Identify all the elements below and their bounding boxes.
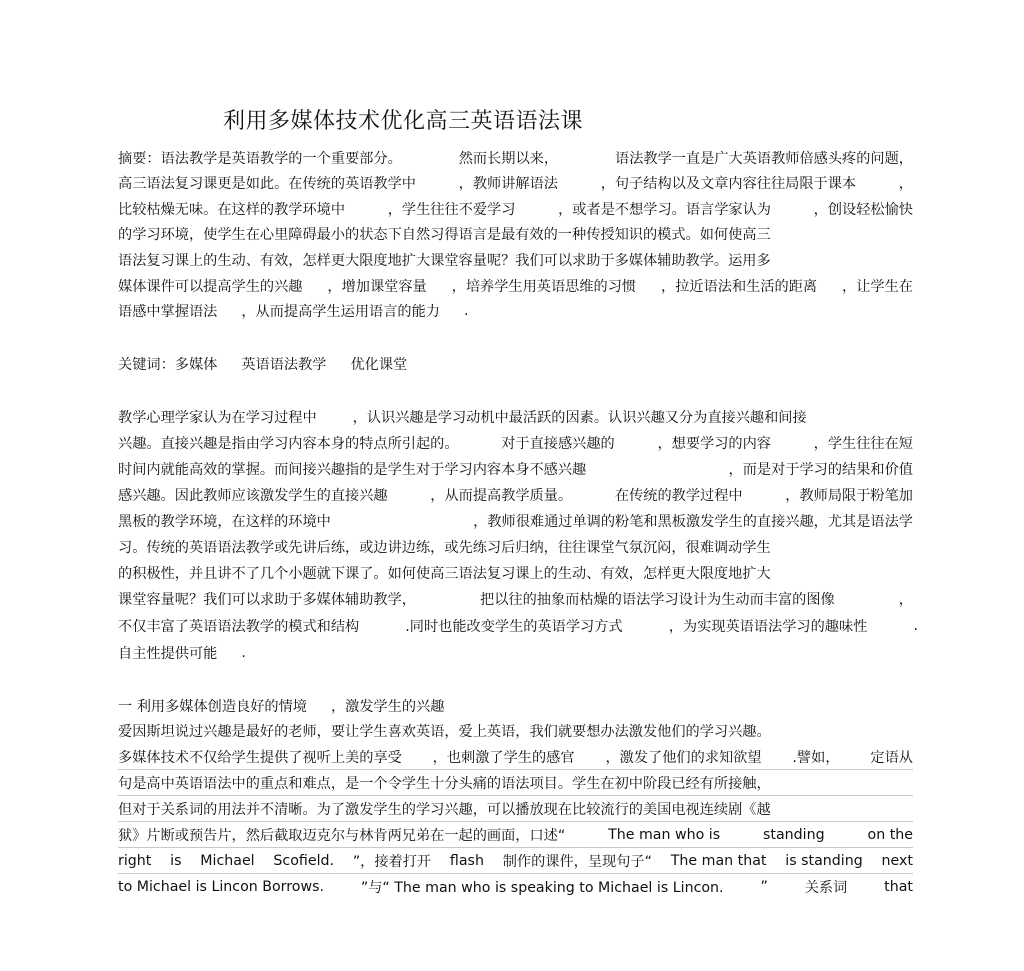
text-segment: Scofield. [273, 853, 335, 869]
text-line [118, 535, 913, 559]
text-line [118, 431, 913, 455]
text-segment: on the [867, 827, 913, 843]
text-line [118, 197, 913, 221]
text-segment: 把以往的抽象而枯燥的语法学习设计为生动而丰富的图像 [480, 592, 835, 608]
text-segment: ”，接着打开 [352, 854, 432, 870]
text-segment: ，创设轻松愉快 [813, 202, 913, 218]
text-segment: 但对于关系词的用法并不清晰。为了激发学生的学习兴趣，可以播放现在比较流行的美国电视连续剧《越 [118, 802, 771, 818]
text-line [118, 849, 913, 874]
text-segment: 时间内就能高效的掌握。而间接兴趣指的是学生对于学习内容本身不感兴趣 [118, 462, 587, 478]
text-segment: ” [760, 879, 768, 895]
text-segment: 兴趣。直接兴趣是指由学习内容本身的特点所引起的。 [118, 436, 459, 452]
text-line [118, 146, 913, 170]
text-segment: that [884, 879, 913, 895]
text-segment: 语法教学一直是广大英语教师倍感头疼的问题， [615, 151, 913, 167]
text-segment: 一 利用多媒体创造良好的情境 [118, 699, 307, 715]
text-segment: . [913, 618, 918, 634]
text-segment: 习。传统的英语语法教学或先讲后练，或边讲边练，或先练习后归纳，往往课堂气氛沉闷，很难调动学生 [118, 540, 771, 556]
text-line [118, 587, 913, 611]
text-segment: 的积极性，并且讲不了几个小题就下课了。如何使高三语法复习课上的生动、有效，怎样更大限度地扩大 [118, 566, 771, 582]
text-segment: 语感中掌握语法 [118, 304, 218, 320]
text-segment: 多媒体技术不仅给学生提供了视听上美的享受 [118, 750, 402, 766]
text-line [118, 248, 913, 272]
text-segment: ，而是对于学习的结果和价值 [728, 462, 913, 478]
text-segment: .同时也能改变学生的英语学习方式 [405, 619, 623, 635]
text-segment: . [241, 645, 246, 661]
text-segment: to Michael is Lincon Borrows. [118, 879, 324, 895]
text-segment: standing [763, 827, 825, 843]
text-line [118, 299, 913, 323]
text-line [118, 875, 913, 899]
section-heading [118, 694, 913, 718]
text-segment: 教学心理学家认为在学习过程中 [118, 410, 317, 426]
text-segment: ，学生往往不爱学习 [387, 202, 516, 218]
text-segment: ，学生往往在短 [813, 436, 913, 452]
document-title: 利用多媒体技术优化高三英语语法课 [223, 109, 584, 134]
text-segment: ，增加课堂容量 [327, 279, 427, 295]
text-line [118, 222, 913, 246]
text-segment: ，拉近语法和生活的距离 [661, 279, 818, 295]
text-segment: ，也刺激了学生的感官 [432, 750, 575, 766]
text-segment: 爱因斯坦说过兴趣是最好的老师，要让学生喜欢英语，爱上英语，我们就要想办法激发他们的学习兴趣。 [118, 724, 771, 740]
text-segment: 英语语法教学 [241, 357, 327, 373]
text-segment: ，或者是不想学习。语言学家认为 [558, 202, 771, 218]
text-segment: 的学习环境，使学生在心里障碍最小的状态下自然习得语言是最有效的一种传授知识的模式。如何使高三 [118, 227, 771, 243]
text-segment: 摘要：语法教学是英语教学的一个重要部分。 [118, 151, 402, 167]
text-segment: ，从而提高教学质量。 [430, 488, 573, 504]
text-line [118, 457, 913, 481]
text-segment: The man that [670, 853, 767, 869]
text-segment: 感兴趣。因此教师应该激发学生的直接兴趣 [118, 488, 388, 504]
text-segment: ，教师局限于粉笔加 [785, 488, 913, 504]
text-segment: next [881, 853, 913, 869]
text-segment: ，从而提高学生运用语言的能力 [241, 304, 440, 320]
text-segment: 比较枯燥无味。在这样的教学环境中 [118, 202, 346, 218]
text-segment: 在传统的教学过程中 [614, 488, 743, 504]
text-segment: ，让学生在 [842, 279, 913, 295]
text-segment: .譬如， [792, 750, 840, 766]
text-segment: 自主性提供可能 [118, 646, 218, 662]
text-segment: ， [898, 176, 913, 192]
text-line [118, 483, 913, 507]
keywords-line [118, 352, 913, 376]
text-segment: . [463, 303, 469, 319]
text-segment: 媒体课件可以提高学生的兴趣 [118, 279, 303, 295]
text-segment: ，认识兴趣是学习动机中最活跃的因素。认识兴趣又分为直接兴趣和间接 [352, 410, 807, 426]
text-segment: 语法复习课上的生动、有效，怎样更大限度地扩大课堂容量呢？我们可以求助于多媒体辅助教学。运用多 [118, 253, 771, 269]
text-segment: ，激发学生的兴趣 [330, 699, 445, 715]
text-segment: 然而长期以来， [458, 151, 559, 167]
text-segment: is [170, 853, 182, 869]
text-segment: flash [449, 853, 484, 869]
text-line [118, 823, 913, 848]
text-segment: 定语从 [870, 750, 913, 766]
text-line [118, 641, 913, 665]
text-segment: ，教师很难通过单调的粉笔和黑板激发学生的直接兴趣，尤其是语法学 [473, 514, 913, 530]
text-segment: is standing [785, 853, 863, 869]
text-line [118, 797, 913, 822]
text-line [118, 274, 913, 298]
text-segment: 狱》片断或预告片，然后截取迈克尔与林肯两兄弟在一起的画面，口述“ [118, 828, 566, 844]
text-segment: 课堂容量呢？我们可以求助于多媒体辅助教学， [118, 592, 416, 608]
text-line [118, 171, 913, 195]
text-line [118, 509, 913, 533]
text-segment: 对于直接感兴趣的 [501, 436, 615, 452]
text-segment: 高三语法复习课更是如此。在传统的英语教学中 [118, 176, 416, 192]
text-line [118, 719, 913, 743]
text-segment: ，句子结构以及文章内容往往局限于课本 [600, 176, 857, 192]
text-line [118, 561, 913, 585]
text-line [118, 771, 913, 796]
text-line [118, 745, 913, 770]
text-segment: ，想要学习的内容 [657, 436, 771, 452]
text-segment: ， [898, 592, 913, 608]
text-segment: The man who is [608, 827, 721, 843]
text-segment: 关键词：多媒体 [118, 357, 218, 373]
text-segment: 不仅丰富了英语语法教学的模式和结构 [118, 619, 360, 635]
text-segment: ”与“ The man who is speaking to Michael is Lincon. [360, 880, 724, 896]
text-line [118, 405, 913, 429]
text-segment: ，教师讲解语法 [458, 176, 558, 192]
text-segment: 句是高中英语语法中的重点和难点，是一个令学生十分头痛的语法项目。学生在初中阶段已经有所接触， [118, 776, 771, 792]
text-segment: ，培养学生用英语思维的习惯 [451, 279, 637, 295]
text-segment: ，激发了他们的求知欲望 [605, 750, 762, 766]
text-segment: right [118, 853, 152, 869]
text-segment: Michael [200, 853, 255, 869]
text-segment: 关系词 [804, 880, 848, 896]
text-segment: 优化课堂 [350, 357, 408, 373]
text-segment: ，为实现英语语法学习的趣味性 [668, 619, 868, 635]
text-segment: 黑板的教学环境，在这样的环境中 [118, 514, 331, 530]
text-line [118, 614, 918, 638]
text-segment: 制作的课件，呈现句子“ [502, 854, 652, 870]
